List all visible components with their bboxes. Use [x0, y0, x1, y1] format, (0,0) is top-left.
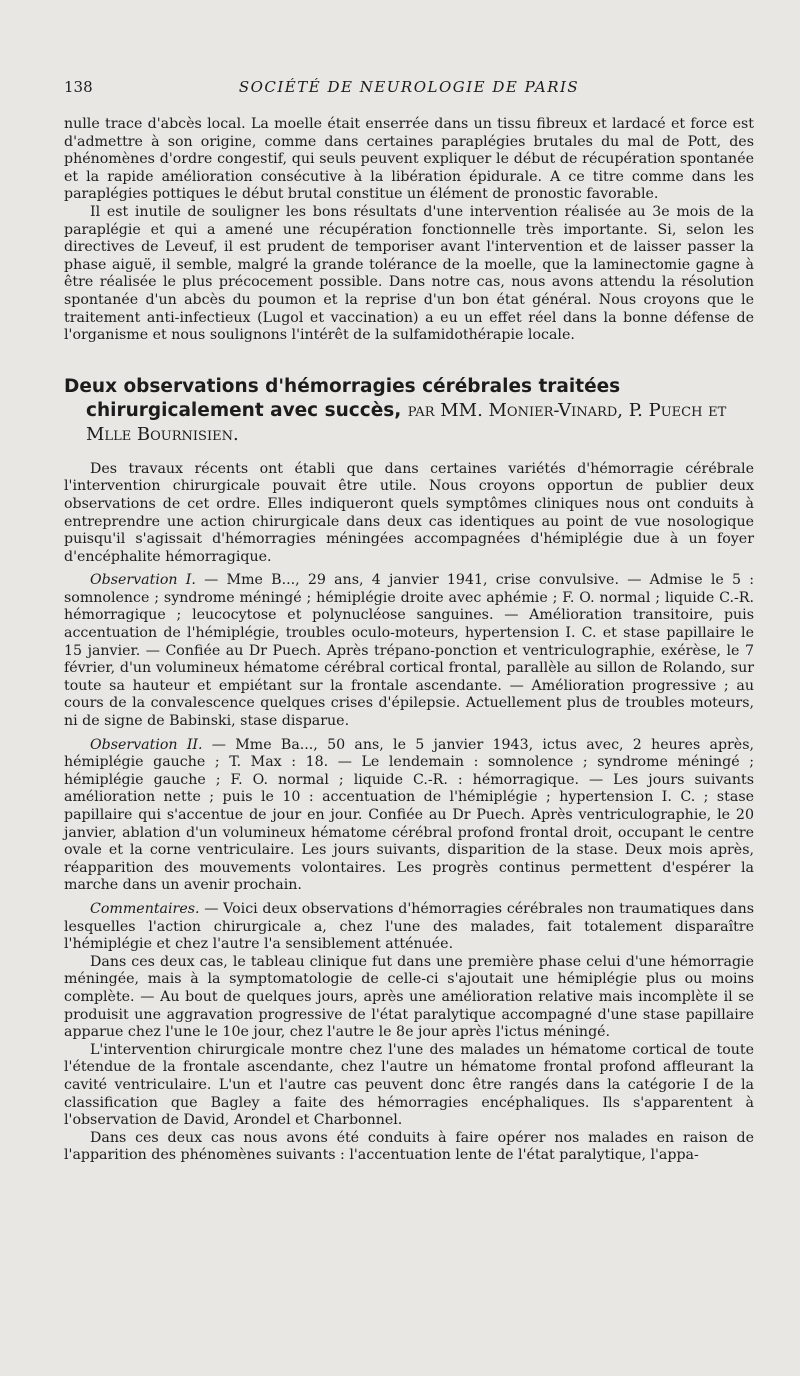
observation-2-text: — Mme Ba..., 50 ans, le 5 janvier 1943, ictus avec, 2 heures après, hémiplégie gauche ; T. Max : 18. — Le lendemain : somnolence ; syndrome méningé ; hémiplégie gauche ; F. O. normal ; liquide C.-R. : hémorragique. — Les jours suivants amélioration nette ; puis le 10 : accentuation de l'hémiplégie ; hypertension I. C. ; stase papillaire qui s'accentue de jour en jour. Confiée au Dr Puech. Après ventriculographie, le 20 janvier, ablation d'un volumineux hématome cérébral profond frontal droit, occupant le centre ovale et la corne ventriculaire. Les jours suivants, disparition de la stase. Deux mois après, réapparition des mouvements volontaires. Les progrès continus permettent d'espérer la marche dans un avenir prochain. — [64, 736, 754, 894]
journal-title: SOCIÉTÉ DE NEUROLOGIE DE PARIS — [238, 78, 580, 96]
paragraph-surgical-findings: L'intervention chirurgicale montre chez l'une des malades un hématome cortical de toute l'étendue de la frontale ascendante, chez l'autre un hématome frontal profond affleurant la cavité ventriculaire. L'un et l'autre cas peuvent donc être rangés dans la catégorie I de la classification que Bagley a faite des hémorragies encéphaliques. Ils s'apparentent à l'observation de David, Arondel et Charbonnel. — [64, 1041, 754, 1129]
running-head — [64, 78, 754, 102]
observation-1-lead: Observation I. — [90, 572, 196, 589]
body-text — [64, 116, 754, 1165]
paragraph-indications: Dans ces deux cas nous avons été conduits à faire opérer nos malades en raison de l'apparition des phénomènes suivants : l'accentuation lente de l'état paralytique, l'appa- — [64, 1129, 754, 1164]
observation-2-lead: Observation II. — [90, 736, 203, 753]
article-heading — [64, 375, 754, 447]
paragraph-intervention-results: Il est inutile de souligner les bons résultats d'une intervention réalisée au 3e mois de la paraplégie et qui a amené une récupération fonctionnelle très importante. Si, selon les directives de Leveuf, il est prudent de temporiser avant l'intervention et de laisser passer la phase aiguë, il semble, malgré la grande tolérance de la moelle, que la laminectomie gagne à être réalisée le plus précocement possible. Dans notre cas, nous avons attendu la résolution spontanée d'un abcès du poumon et la reprise d'un bon état général. Nous croyons que le traitement anti-infectieux (Lugol et vaccination) a eu un effet réel dans la bonne défense de l'organisme et nous soulignons l'intérêt de la sulfamidothérapie locale. — [64, 203, 754, 344]
commentaires-text: — Voici deux observations d'hémorragies cérébrales non traumatiques dans lesquelles l'action chirurgicale a, chez l'une des malades, fait totalement disparaître l'hémiplégie et chez l'autre l'a sensiblement atténuée. — [64, 900, 754, 953]
page-number: 138 — [64, 78, 93, 96]
commentaires-lead: Commentaires. — [90, 900, 200, 917]
article-authors: par MM. Monier-Vinard, P. Puech et Mlle Bournisien. — [86, 399, 727, 445]
article-title: Deux observations d'hémorragies cérébrales traitées chirurgicalement avec succès, — [64, 375, 621, 421]
observation-1-text: — Mme B..., 29 ans, 4 janvier 1941, crise convulsive. — Admise le 5 : somnolence ; syndrome méningé ; hémiplégie droite avec aphémie ; F. O. normal ; liquide C.-R. hémorragique ; leucocytose et polynucléose sanguines. — Amélioration transitoire, puis accentuation de l'hémiplégie, troubles oculo-moteurs, hypertension I. C. et stase papillaire le 15 janvier. — Confiée au Dr Puech. Après trépano-ponction et ventriculographie, exérèse, le 7 février, d'un volumineux hématome cérébral cortical frontal, parallèle au sillon de Rolando, sur toute sa hauteur et empiétant sur la frontale ascendante. — Amélioration progressive ; au cours de la convalescence quelques crises d'épilepsie. Actuellement plus de troubles moteurs, ni de signe de Babinski, stase disparue. — [64, 572, 755, 730]
paragraph-commentaires — [64, 901, 754, 954]
paragraph-observation-1 — [64, 572, 754, 730]
paragraph-introduction: Des travaux récents ont établi que dans certaines variétés d'hémorragie cérébrale l'intervention chirurgicale pouvait être utile. Nous croyons opportun de publier deux observations de cet ordre. Elles indiqueront quels symptômes cliniques nous ont conduits à entreprendre une action chirurgicale dans deux cas identiques au point de vue nosologique puisqu'il s'agissait d'hémorragies méningées accompagnées d'hémiplégie due à un foyer d'encéphalite hémorragique. — [64, 460, 754, 565]
paragraph-observation-2 — [64, 737, 754, 895]
paragraph-clinical-picture: Dans ces deux cas, le tableau clinique fut dans une première phase celui d'une hémorragie méningée, mais à la symptomatologie de celle-ci s'ajoutait une hémiplégie plus ou moins complète. — Au bout de quelques jours, après une amélioration relative mais incomplète il se produisit une aggravation progressive de l'état paralytique accompagné d'une stase papillaire apparue chez l'une le 10e jour, chez l'autre le 8e jour après l'ictus méningé. — [64, 953, 754, 1041]
paragraph-abscess-continuation: nulle trace d'abcès local. La moelle était enserrée dans un tissu fibreux et lardacé et force est d'admettre à son origine, comme dans certaines paraplégies brutales du mal de Pott, des phénomènes d'ordre congestif, qui seuls peuvent expliquer le début de récupération spontanée et la rapide amélioration consécutive à la libération épidurale. A ce titre comme dans les paraplégies pottiques le début brutal constitue un élément de pronostic favorable. — [64, 116, 754, 203]
